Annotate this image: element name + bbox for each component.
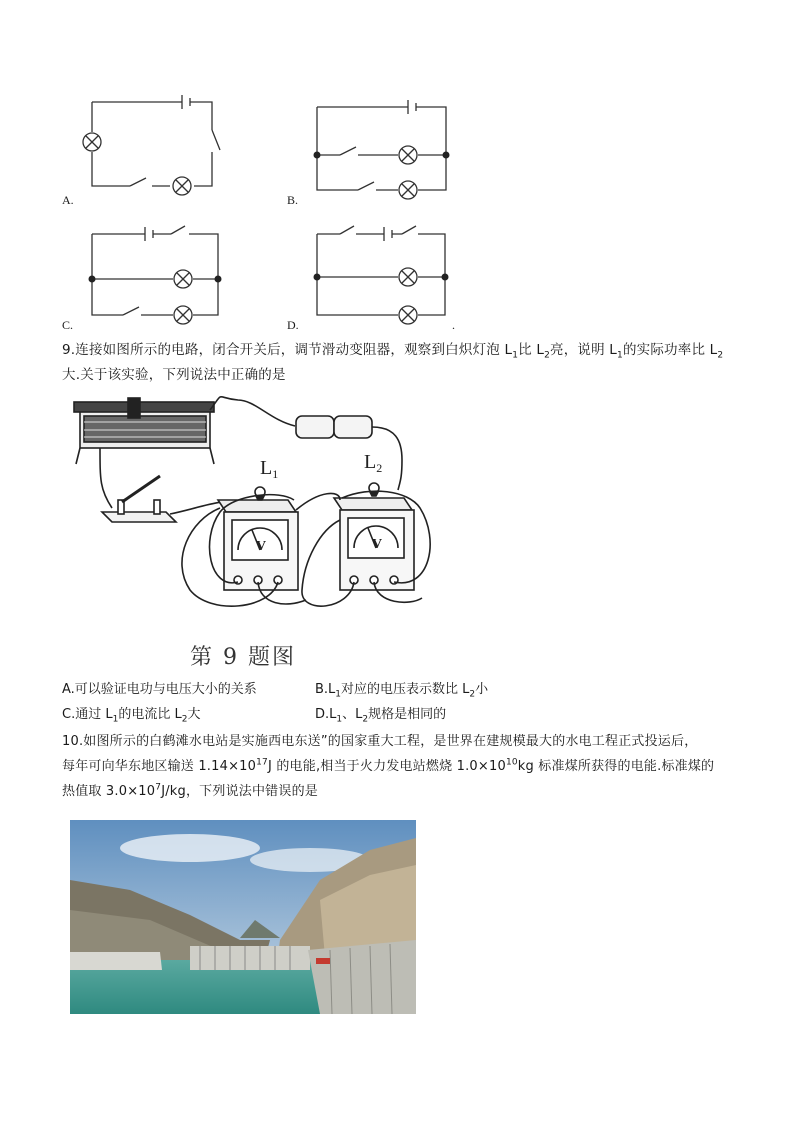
circuit-c-diagram <box>75 222 245 322</box>
q10-stem-line3: 热值取 $3.0\times 10^7J/kg$，下列说法中错误的是 <box>62 782 318 799</box>
hydropower-dam-photo <box>70 820 416 1014</box>
q9-option-a[interactable]: A.可以验证电功与电压大小的关系 <box>62 682 257 697</box>
circuit-d-diagram <box>300 222 470 322</box>
q9-stem-line2: 大.关于该实验，下列说法中正确的是 <box>62 367 286 383</box>
q10-stem-line1: 10.如图所示的白鹤滩水电站是实施西电东送”的国家重大工程，是世界在建规模最大的水电工程正式投运后， <box>62 734 698 749</box>
lamp1-label: $L_1$ <box>260 457 279 481</box>
option-b-label: B. <box>287 193 299 207</box>
q9-option-d[interactable]: $D.L_1$、$L_2$规格是相同的 <box>315 707 447 725</box>
q9-figure-caption: 第 9 题图 <box>190 645 296 670</box>
q10-stem-line2: 每年可向华东地区输送 $1.14\times 10^{17}J$ 的电能,相当于火力发电站燃烧 $1.0\times 10^{10}kg$ 标准煤所获得的电能.标准煤的 <box>62 757 715 774</box>
meter1-symbol: V <box>256 539 267 554</box>
option-a-label: A. <box>62 193 74 207</box>
q9-option-b[interactable]: $B.L_1$对应的电压表示数比 $L_2$小 <box>315 682 489 700</box>
q9-stem-line1: 9.连接如图所示的电路，闭合开关后，调节滑动变阻器，观察到白炽灯泡 $L_1$比 $L_2$亮，说明 $L_1$的实际功率比 $L_2$ <box>62 342 724 361</box>
circuit-a-diagram <box>60 90 240 200</box>
q9-option-c[interactable]: C.通过 $L_1$的电流比 $L_2$大 <box>62 707 201 725</box>
circuit-b-diagram <box>300 95 470 205</box>
q9-circuit-figure <box>70 390 450 680</box>
option-c-label: C. <box>62 318 74 332</box>
option-d-label: D. <box>287 318 299 332</box>
meter2-symbol: V <box>372 537 383 552</box>
circuit-d-period: . <box>452 318 455 332</box>
lamp2-label: $L_2$ <box>364 451 383 475</box>
